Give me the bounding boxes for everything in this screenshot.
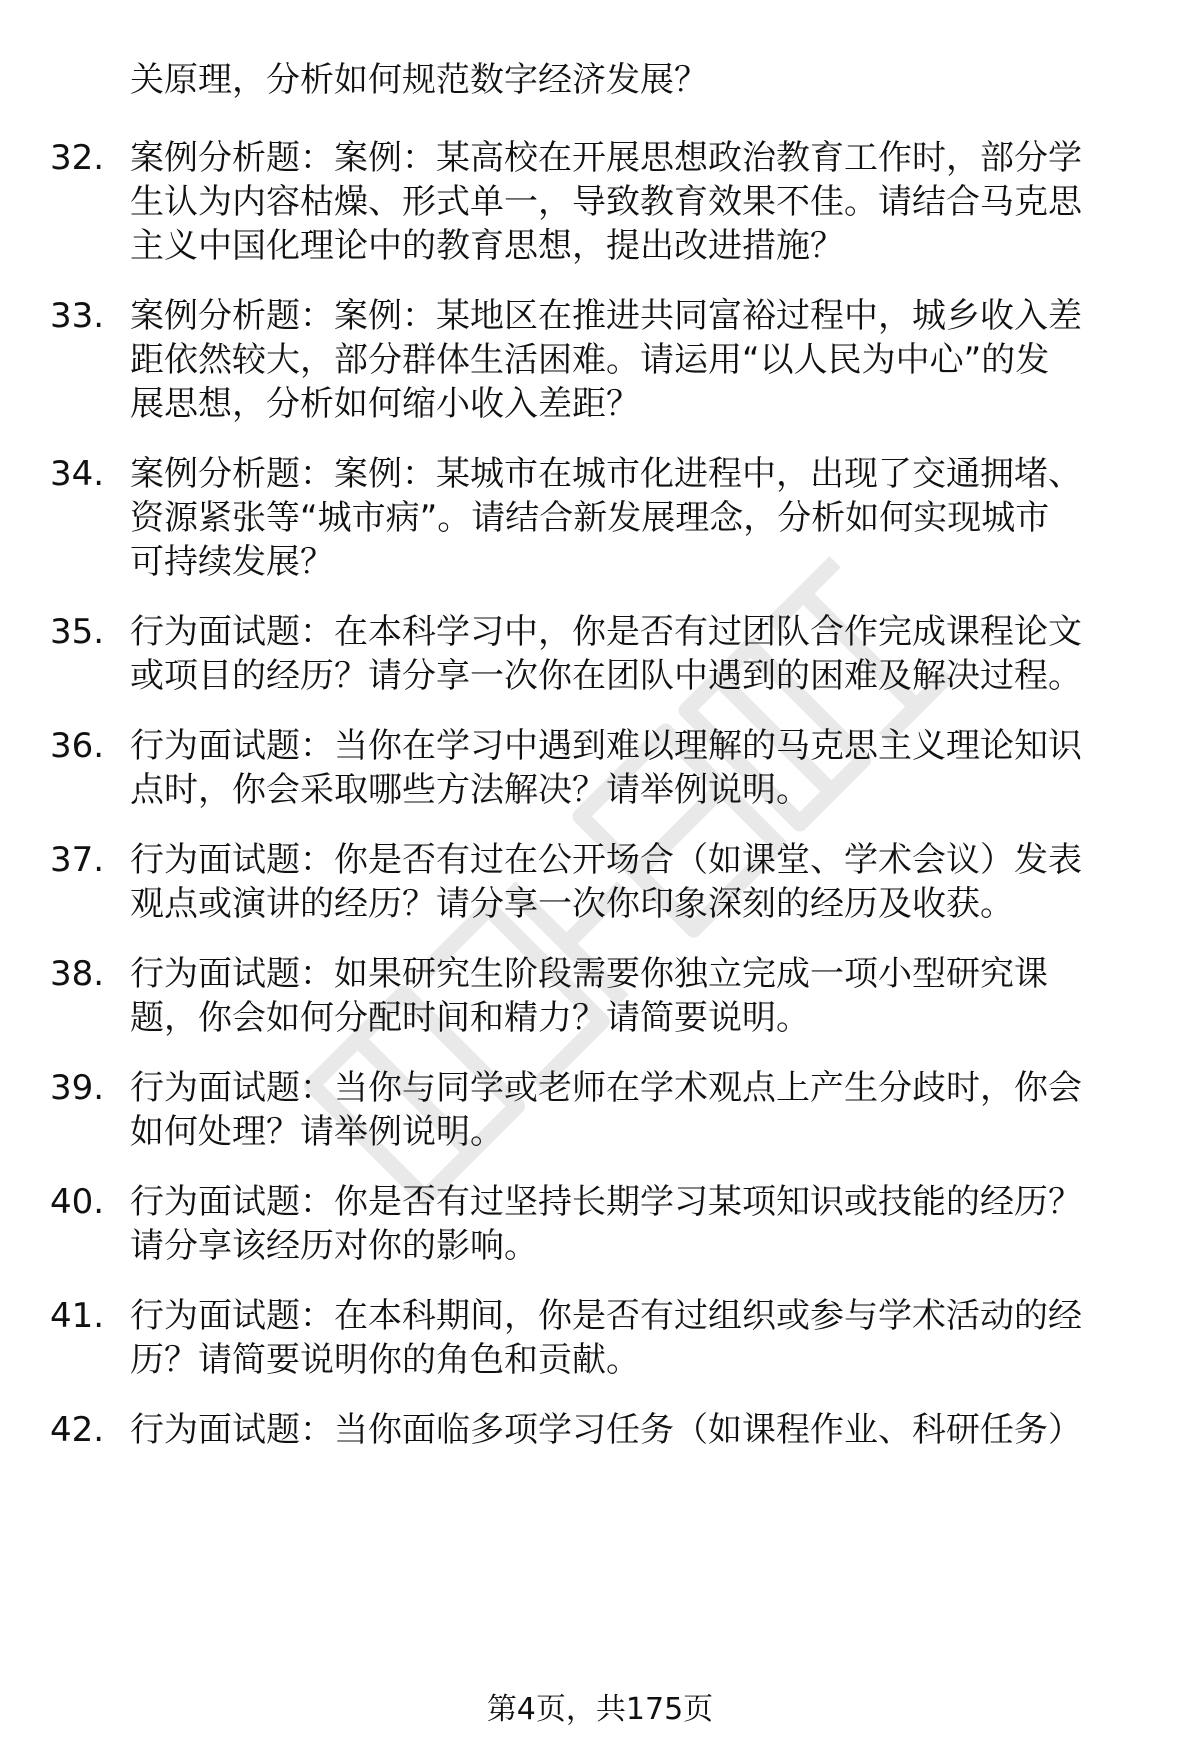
question-number: 37. <box>50 840 105 880</box>
question-number: 32. <box>50 138 105 178</box>
question-line: 行为面试题：当你面临多项学习任务（如课程作业、科研任务） <box>130 1410 1082 1450</box>
question-line: 或项目的经历？请分享一次你在团队中遇到的困难及解决过程。 <box>130 656 1082 696</box>
question-text <box>130 452 1140 584</box>
question-number: 42. <box>50 1410 105 1450</box>
question-line: 距依然较大，部分群体生活困难。请运用“以人民为中心”的发 <box>130 340 1050 380</box>
question-line: 行为面试题：当你在学习中遇到难以理解的马克思主义理论知识 <box>130 726 1082 766</box>
page-footer: 第4页，共175页 <box>486 1692 714 1727</box>
question-line: 行为面试题：在本科学习中，你是否有过团队合作完成课程论文 <box>130 612 1082 652</box>
question-line: 行为面试题：你是否有过坚持长期学习某项知识或技能的经历？ <box>130 1182 1082 1222</box>
question-text <box>130 610 1140 698</box>
question-line: 行为面试题：如果研究生阶段需要你独立完成一项小型研究课 <box>130 954 1048 994</box>
question-line: 行为面试题：在本科期间，你是否有过组织或参与学术活动的经 <box>130 1296 1082 1336</box>
question-line: 历？请简要说明你的角色和贡献。 <box>130 1340 640 1380</box>
question-line: 题，你会如何分配时间和精力？请简要说明。 <box>130 998 810 1038</box>
question-text <box>130 1066 1140 1154</box>
question-line: 案例分析题：案例：某城市在城市化进程中，出现了交通拥堵、 <box>130 454 1082 494</box>
question-line: 案例分析题：案例：某地区在推进共同富裕过程中，城乡收入差 <box>130 296 1082 336</box>
question-number: 39. <box>50 1068 105 1108</box>
question-line: 可持续发展？ <box>130 542 334 582</box>
question-number: 41. <box>50 1296 105 1336</box>
question-line: 资源紧张等“城市病”。请结合新发展理念，分析如何实现城市 <box>130 498 1050 538</box>
question-line: 行为面试题：当你与同学或老师在学术观点上产生分歧时，你会 <box>130 1068 1082 1108</box>
question-number: 33. <box>50 296 105 336</box>
question-line: 主义中国化理论中的教育思想，提出改进措施？ <box>130 226 844 266</box>
question-line: 生认为内容枯燥、形式单一，导致教育效果不佳。请结合马克思 <box>130 182 1082 222</box>
question-number: 34. <box>50 454 105 494</box>
continued-question-text: 关原理，分析如何规范数字经济发展？ <box>130 60 708 100</box>
question-line: 观点或演讲的经历？请分享一次你印象深刻的经历及收获。 <box>130 884 1014 924</box>
question-number: 35. <box>50 612 105 652</box>
question-text <box>130 838 1140 926</box>
question-line: 点时，你会采取哪些方法解决？请举例说明。 <box>130 770 810 810</box>
question-number: 36. <box>50 726 105 766</box>
question-text <box>130 1180 1140 1268</box>
question-text <box>130 724 1140 812</box>
question-line: 展思想，分析如何缩小收入差距？ <box>130 384 640 424</box>
question-line: 案例分析题：案例：某高校在开展思想政治教育工作时，部分学 <box>130 138 1082 178</box>
question-text <box>130 294 1140 426</box>
question-line: 行为面试题：你是否有过在公开场合（如课堂、学术会议）发表 <box>130 840 1082 880</box>
question-text <box>130 136 1140 268</box>
question-text <box>130 1408 1140 1452</box>
question-number: 40. <box>50 1182 105 1222</box>
question-text <box>130 1294 1140 1382</box>
question-line: 如何处理？请举例说明。 <box>130 1112 504 1152</box>
question-number: 38. <box>50 954 105 994</box>
question-line: 请分享该经历对你的影响。 <box>130 1226 538 1266</box>
question-text <box>130 952 1140 1040</box>
